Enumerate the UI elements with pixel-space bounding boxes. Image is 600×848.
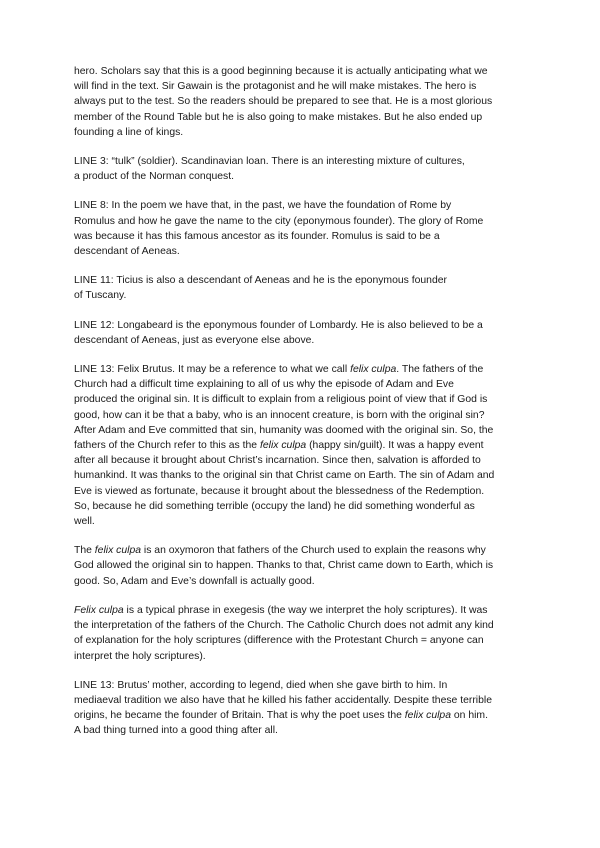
text-line	[74, 574, 524, 589]
italic-term: felix culpa	[259, 440, 307, 452]
text-line	[74, 154, 524, 169]
text-line	[74, 408, 524, 423]
text-run: always put to the test. So the readers should be prepared to see that. He is a most glorious	[74, 96, 493, 108]
text-run: descendant of Aeneas.	[74, 246, 180, 258]
text-run: founding a line of kings.	[74, 126, 184, 138]
text-run: humankind. It was thanks to the original sin that Christ came on Earth. The sin of Adam and	[74, 470, 495, 482]
text-run: LINE 13: Brutus’ mother, according to legend, died when she gave birth to him. In	[74, 679, 448, 691]
text-line	[74, 273, 524, 288]
italic-term: Felix culpa	[74, 604, 124, 616]
text-run: is an oxymoron that fathers of the Church used to explain the reasons why	[141, 545, 486, 557]
text-line	[74, 392, 524, 407]
text-run: was because it has this famous ancestor as its founder. Romulus is said to be a	[74, 230, 440, 242]
paragraph-p2	[74, 154, 524, 184]
text-line	[74, 514, 524, 529]
text-run: a product of the Norman conquest.	[74, 171, 234, 183]
text-line	[74, 288, 524, 303]
text-line	[74, 543, 524, 558]
text-line	[74, 723, 524, 738]
text-line	[74, 198, 524, 213]
paragraph-p6	[74, 362, 524, 529]
text-line	[74, 438, 524, 453]
italic-term: felix culpa	[404, 710, 451, 722]
text-line	[74, 94, 524, 109]
text-line	[74, 64, 524, 79]
text-line	[74, 377, 524, 392]
text-run: descendant of Aeneas, just as everyone else above.	[74, 334, 315, 346]
text-line	[74, 603, 524, 618]
text-run: Church had a difficult time explaining to all of us why the episode of Adam and Eve	[74, 379, 454, 391]
text-run: after all because it brought about Christ’s incarnation. Since then, salvation is afforded to	[74, 455, 481, 467]
paragraph-p1	[74, 64, 524, 140]
text-run: The	[74, 545, 95, 557]
text-run: good. So, Adam and Eve’s downfall is actually good.	[74, 575, 315, 587]
text-line	[74, 362, 524, 377]
text-line	[74, 618, 524, 633]
text-run: interpret the holy scriptures).	[74, 650, 206, 662]
text-line	[74, 499, 524, 514]
text-run: LINE 8: In the poem we have that, in the past, we have the foundation of Rome by	[74, 200, 452, 212]
text-line	[74, 633, 524, 648]
text-run: of explanation for the holy scriptures (difference with the Protestant Church = anyone can	[74, 635, 484, 647]
text-line	[74, 678, 524, 693]
text-line	[74, 79, 524, 94]
text-line	[74, 453, 524, 468]
text-line	[74, 318, 524, 333]
text-run: hero. Scholars say that this is a good beginning because it is actually anticipating what we	[74, 66, 488, 77]
text-run: good, how can it be that a baby, who is an innocent creature, is born with the original sin?	[74, 409, 485, 421]
text-run: origins, he became the founder of Britain. That is why the poet uses the	[74, 710, 405, 722]
text-run: LINE 12: Longabeard is the eponymous founder of Lombardy. He is also believed to be a	[74, 319, 483, 331]
text-run: fathers of the Church refer to this as the	[74, 440, 260, 452]
text-run: mediaeval tradition we also have that he killed his father accidentally. Despite these terrible	[74, 694, 492, 706]
text-line	[74, 214, 524, 229]
text-line	[74, 110, 524, 125]
text-run: God allowed the original sin to happen. Thanks to that, Christ came down to Earth, which is	[74, 560, 494, 572]
text-line	[74, 229, 524, 244]
text-run: the interpretation of the fathers of the Church. The Catholic Church does not admit any kind	[74, 620, 494, 632]
text-run: is a typical phrase in exegesis (the way we interpret the holy scriptures). It was	[123, 604, 488, 616]
text-run: Eve is viewed as fortunate, because it brought about the blessedness of the Redemption.	[74, 485, 485, 497]
text-run: member of the Round Table but he is also going to make mistakes. But he also ended up	[74, 111, 483, 123]
paragraph-p8	[74, 603, 524, 664]
document-body	[74, 64, 524, 739]
text-line	[74, 169, 524, 184]
text-run: of Tuscany.	[74, 290, 127, 302]
text-line	[74, 125, 524, 140]
text-run: LINE 3: “tulk” (soldier). Scandinavian loan. There is an interesting mixture of cultures,	[74, 156, 465, 168]
text-run: well.	[74, 516, 95, 528]
text-line	[74, 708, 524, 723]
paragraph-p5	[74, 318, 524, 348]
paragraph-p9	[74, 678, 524, 739]
text-run: LINE 11: Ticius is also a descendant of Aeneas and he is the eponymous founder	[74, 275, 447, 287]
paragraph-p3	[74, 198, 524, 259]
text-run: produced the original sin. It is difficult to explain from a religious point of view that if God is	[74, 394, 488, 406]
text-run: (happy sin/guilt). It was a happy event	[306, 440, 484, 452]
text-line	[74, 484, 524, 499]
text-run: on him.	[451, 710, 488, 722]
text-run: After Adam and Eve committed that sin, humanity was doomed with the original sin. So, the	[74, 424, 494, 436]
text-line	[74, 558, 524, 573]
text-run: . The fathers of the	[396, 364, 484, 376]
text-run: LINE 13: Felix Brutus. It may be a reference to what we call	[74, 364, 351, 376]
italic-term: felix culpa	[94, 545, 142, 557]
text-line	[74, 649, 524, 664]
text-line	[74, 333, 524, 348]
text-line	[74, 693, 524, 708]
text-line	[74, 244, 524, 259]
text-line	[74, 423, 524, 438]
text-run: Romulus and how he gave the name to the city (eponymous founder). The glory of Rome	[74, 215, 484, 227]
text-run: A bad thing turned into a good thing after all.	[74, 725, 278, 737]
paragraph-p7	[74, 543, 524, 589]
text-line	[74, 468, 524, 483]
text-run: will find in the text. Sir Gawain is the protagonist and he will make mistakes. The hero is	[74, 81, 477, 93]
italic-term: felix culpa	[350, 364, 397, 376]
text-run: So, because he did something terrible (occupy the land) he did something wonderful as	[74, 500, 475, 512]
paragraph-p4	[74, 273, 524, 303]
